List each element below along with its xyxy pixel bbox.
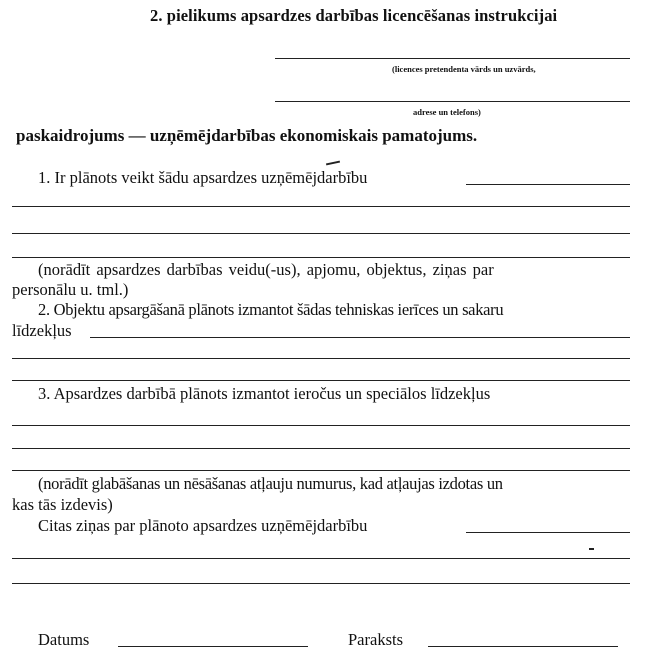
question-3-line-b[interactable]: [12, 448, 630, 449]
question-1-note-2: personālu u. tml.): [12, 280, 129, 299]
question-1-line-a[interactable]: [466, 184, 630, 185]
question-2-line-a[interactable]: [90, 337, 630, 338]
explanation-heading: paskaidrojums — uzņēmējdarbības ekonomiskais pamatojums.: [16, 126, 478, 145]
question-3-note-1: (norādīt glabāšanas un nēsāšanas atļauju numurus, kad atļaujas izdotas un: [38, 474, 503, 493]
applicant-line-1[interactable]: [275, 58, 630, 59]
question-3-line-c[interactable]: [12, 470, 630, 471]
other-info-line-a[interactable]: [466, 532, 630, 533]
other-info-label: Citas ziņas par plānoto apsardzes uzņēmējdarbību: [38, 516, 368, 535]
question-3-line-a[interactable]: [12, 425, 630, 426]
question-2-line-b[interactable]: [12, 358, 630, 359]
page-title: 2. pielikums apsardzes darbības licencēšanas instrukcijai: [150, 6, 558, 25]
date-label: Datums: [38, 630, 90, 649]
question-1-line-d[interactable]: [12, 257, 630, 258]
applicant-note-2: adrese un telefons): [413, 107, 481, 117]
applicant-note-1: (licences pretendenta vārds un uzvārds,: [392, 64, 536, 74]
question-2-line-c[interactable]: [12, 380, 630, 381]
other-info-line-c[interactable]: [12, 583, 630, 584]
ink-dot: [589, 548, 594, 550]
question-1-label: 1. Ir plānots veikt šādu apsardzes uzņēmējdarbību: [38, 168, 368, 187]
other-info-line-b[interactable]: [12, 558, 630, 559]
date-field-line[interactable]: [118, 646, 308, 647]
question-1-line-c[interactable]: [12, 233, 630, 234]
signature-field-line[interactable]: [428, 646, 618, 647]
question-1-note-1: (norādīt apsardzes darbības veidu(-us), apjomu, objektus, ziņas par: [38, 260, 494, 279]
question-1-line-b[interactable]: [12, 206, 630, 207]
question-2-label-2: līdzekļus: [12, 321, 72, 340]
ink-mark: [326, 161, 340, 166]
applicant-line-2[interactable]: [275, 101, 630, 102]
signature-label: Paraksts: [348, 630, 403, 649]
question-3-label: 3. Apsardzes darbībā plānots izmantot ieročus un speciālos līdzekļus: [38, 384, 491, 403]
question-3-note-2: kas tās izdevis): [12, 495, 113, 514]
question-2-label-1: 2. Objektu apsargāšanā plānots izmantot šādas tehniskas ierīces un sakaru: [38, 300, 504, 319]
